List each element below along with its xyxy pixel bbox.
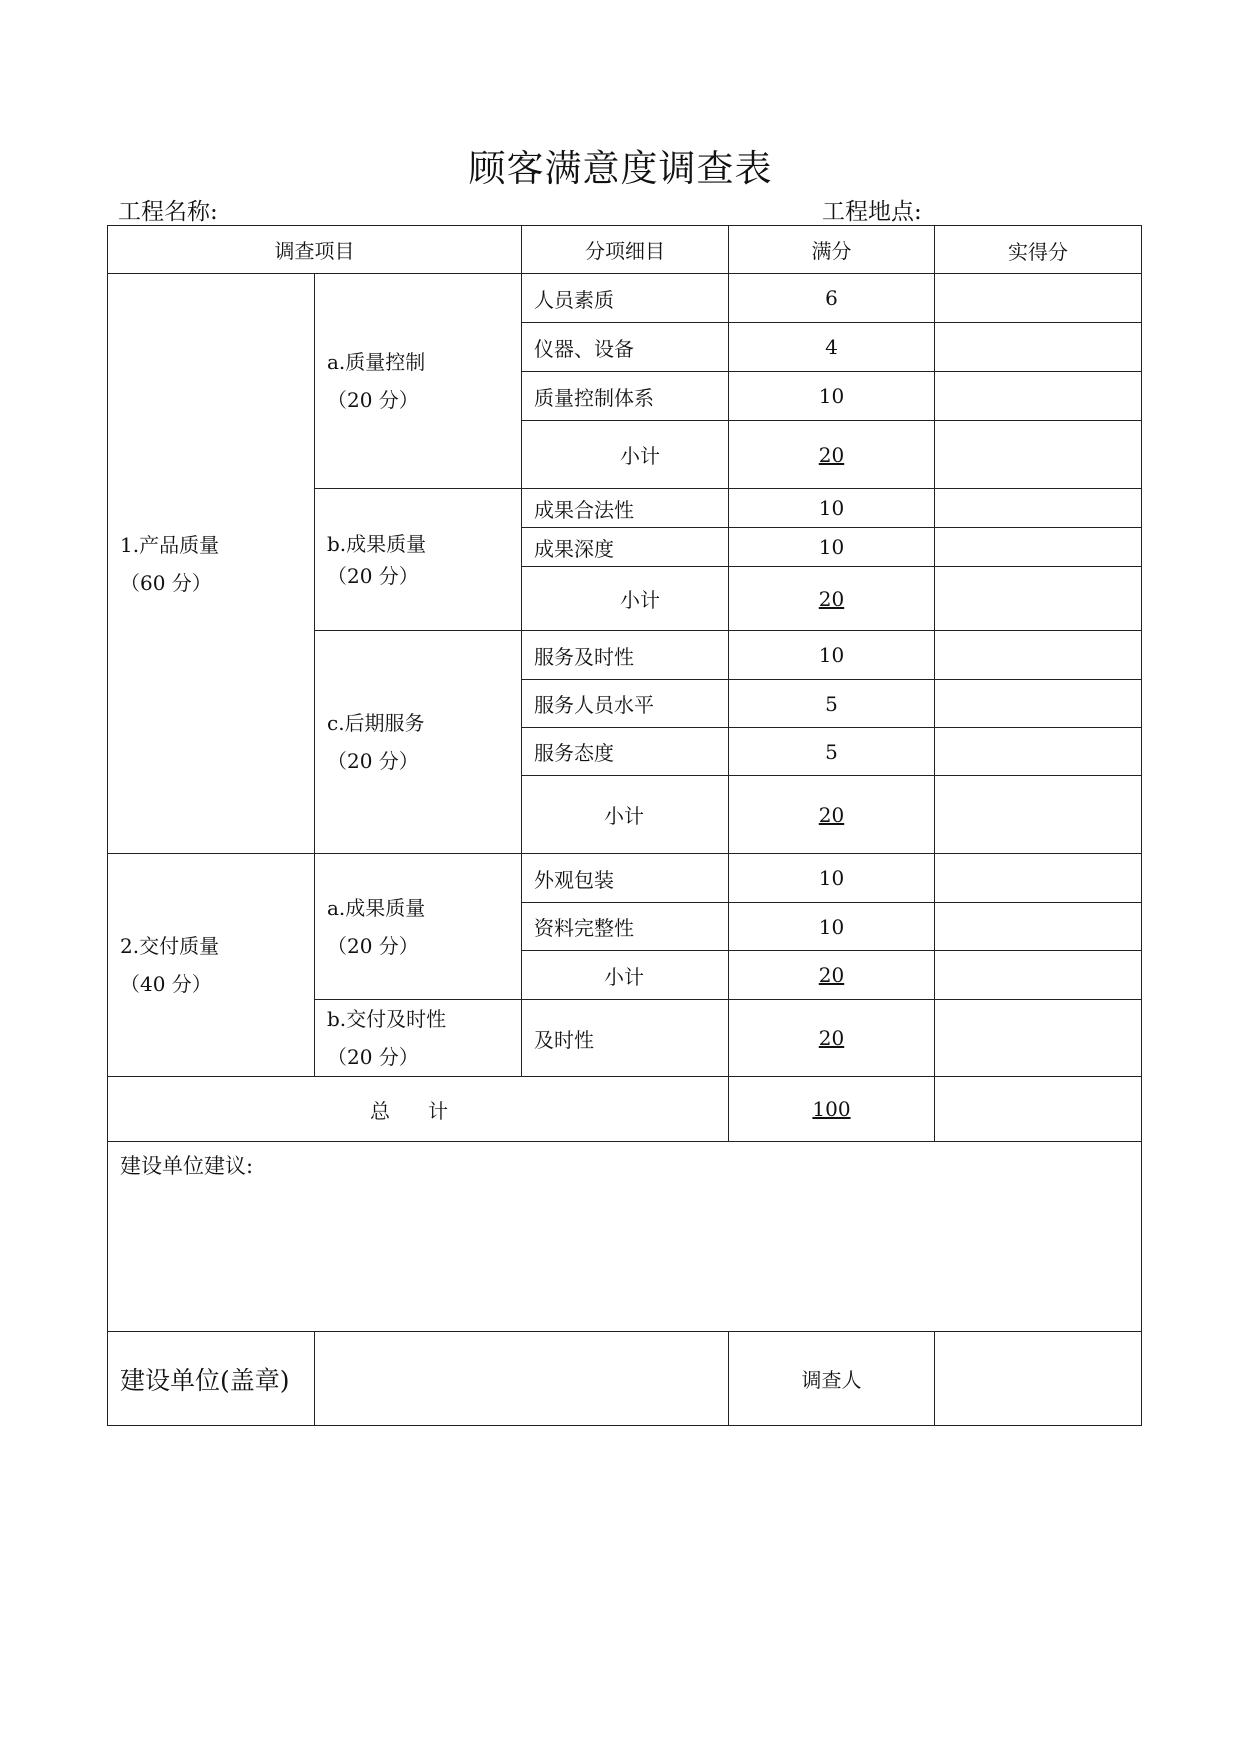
subtotal-label: 小计	[522, 567, 729, 631]
detail-cell: 仪器、设备	[522, 323, 729, 372]
header-row	[108, 226, 1142, 274]
header-detail: 分项细目	[522, 226, 729, 274]
section-points: （60 分）	[120, 570, 212, 595]
full-score-cell: 10	[729, 903, 935, 951]
subsection-points: （20 分）	[327, 1045, 419, 1069]
page-title: 顾客满意度调查表	[468, 147, 773, 190]
actual-score-cell[interactable]	[935, 631, 1142, 680]
actual-score-cell[interactable]	[935, 528, 1142, 567]
subsection-points: （20 分）	[327, 749, 419, 773]
section-label: 2.交付质量	[120, 934, 220, 958]
subsection-quality-control	[315, 274, 522, 489]
actual-score-cell[interactable]	[935, 680, 1142, 728]
seal-label: 建设单位(盖章)	[108, 1332, 315, 1426]
header-actual-score: 实得分	[935, 226, 1142, 274]
actual-score-cell[interactable]	[935, 274, 1142, 323]
subtotal-label: 小计	[522, 421, 729, 489]
subsection-label: b.交付及时性	[327, 1007, 447, 1031]
advice-label: 建设单位建议:	[120, 1154, 254, 1178]
detail-cell: 服务态度	[522, 728, 729, 776]
detail-cell: 外观包装	[522, 854, 729, 903]
subsection-label: c.后期服务	[327, 711, 425, 735]
section-product-quality	[108, 274, 315, 854]
project-name-label: 工程名称:	[118, 199, 218, 225]
actual-score-cell[interactable]	[935, 323, 1142, 372]
detail-cell: 及时性	[522, 1000, 729, 1077]
total-label: 总计	[108, 1077, 729, 1142]
total-row	[108, 1077, 1142, 1142]
subsection-points: （20 分）	[327, 933, 419, 958]
total-score: 100	[729, 1077, 935, 1142]
subtotal-score: 20	[729, 776, 935, 854]
table-row	[108, 854, 1142, 903]
surveyor-label: 调查人	[729, 1332, 935, 1426]
section-label: 1.产品质量	[120, 532, 220, 557]
actual-score-cell[interactable]	[935, 489, 1142, 528]
subtotal-score: 20	[729, 421, 935, 489]
advice-row	[108, 1142, 1142, 1332]
actual-score-cell[interactable]	[935, 372, 1142, 421]
subtotal-label: 小计	[522, 951, 729, 1000]
actual-score-cell[interactable]	[935, 567, 1142, 631]
detail-cell: 人员素质	[522, 274, 729, 323]
full-score-cell: 10	[729, 854, 935, 903]
subsection-points: （20 分）	[327, 563, 419, 588]
subtotal-score: 20	[729, 567, 935, 631]
subsection-result-quality	[315, 489, 522, 631]
full-score-cell: 6	[729, 274, 935, 323]
table-row	[108, 274, 1142, 323]
seal-field[interactable]	[315, 1332, 729, 1426]
full-score-cell: 4	[729, 323, 935, 372]
subsection-label: a.成果质量	[327, 895, 426, 920]
full-score-cell: 10	[729, 489, 935, 528]
survey-table	[107, 225, 1142, 1426]
section-points: （40 分）	[120, 972, 212, 996]
full-score-cell: 10	[729, 631, 935, 680]
actual-score-cell[interactable]	[935, 1000, 1142, 1077]
detail-cell: 成果合法性	[522, 489, 729, 528]
full-score-cell: 5	[729, 680, 935, 728]
subtotal-score: 20	[729, 951, 935, 1000]
actual-score-cell[interactable]	[935, 728, 1142, 776]
full-score-cell: 10	[729, 372, 935, 421]
section-delivery-quality	[108, 854, 315, 1077]
actual-score-cell[interactable]	[935, 951, 1142, 1000]
detail-cell: 资料完整性	[522, 903, 729, 951]
surveyor-field[interactable]	[935, 1332, 1142, 1426]
subsection-label: b.成果质量	[327, 531, 427, 556]
detail-cell: 服务人员水平	[522, 680, 729, 728]
detail-cell: 服务及时性	[522, 631, 729, 680]
signature-row	[108, 1332, 1142, 1426]
subsection-after-service	[315, 631, 522, 854]
detail-cell: 成果深度	[522, 528, 729, 567]
subsection-delivery-timeliness	[315, 1000, 522, 1077]
header-full-score: 满分	[729, 226, 935, 274]
subsection-label: a.质量控制	[327, 350, 426, 374]
subsection-result-quality-2	[315, 854, 522, 1000]
full-score-cell: 5	[729, 728, 935, 776]
project-location-label: 工程地点:	[822, 199, 922, 225]
detail-cell: 质量控制体系	[522, 372, 729, 421]
total-actual-score-cell[interactable]	[935, 1077, 1142, 1142]
full-score-cell: 20	[729, 1000, 935, 1077]
actual-score-cell[interactable]	[935, 776, 1142, 854]
subsection-points: （20 分）	[327, 388, 419, 412]
full-score-cell: 10	[729, 528, 935, 567]
subtotal-label: 小计	[522, 776, 729, 854]
actual-score-cell[interactable]	[935, 854, 1142, 903]
actual-score-cell[interactable]	[935, 421, 1142, 489]
actual-score-cell[interactable]	[935, 903, 1142, 951]
header-item: 调查项目	[108, 226, 522, 274]
advice-cell[interactable]	[108, 1142, 1142, 1332]
